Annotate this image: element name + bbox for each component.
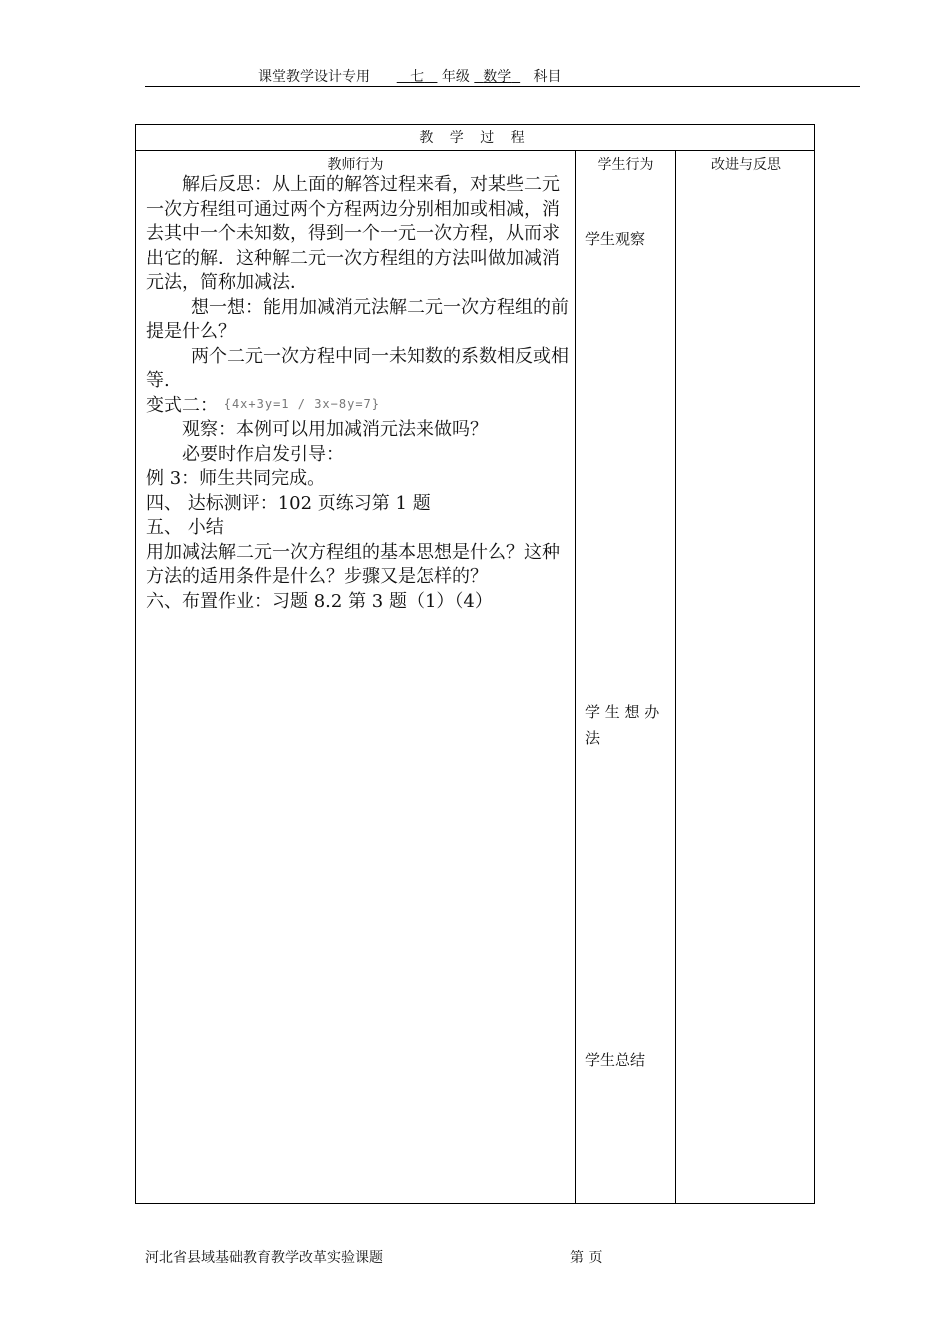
footer-project: 河北省县域基础教育教学改革实验课题 (145, 1250, 383, 1266)
student-column-header: 学生行为 (597, 157, 654, 173)
header-prefix: 课堂教学设计专用 (258, 69, 370, 85)
reflection-column-header: 改进与反思 (711, 157, 781, 173)
observe-line: 观察：本例可以用加减消元法来做吗？ (182, 419, 488, 440)
subject-value: 数学 (483, 69, 512, 85)
column-divider (675, 151, 676, 1203)
variant-formula: {4x+3y=1 / 3x−8y=7} (223, 396, 381, 411)
lesson-table (135, 124, 815, 1204)
answer-paragraph: 两个二元一次方程中同一未知数的系数相反或相等. (146, 345, 569, 391)
reflection-paragraph: 解后反思：从上面的解答过程来看，对某些二元一次方程组可通过两个方程两边分别相加或相减，消去其中一个未知数，得到一个一元一次方程，从而求出它的解．这种解二元一次方程组的方法叫做加减消元法，简称加减法． (146, 174, 560, 293)
variant-line (146, 394, 571, 419)
summary-heading: 五、 小结 (146, 517, 224, 538)
subject-label: 科目 (533, 69, 562, 85)
think-paragraph: 想一想：能用加减消元法解二元一次方程组的前提是什么？ (146, 296, 569, 342)
homework-line: 六、布置作业：习题 8.2 第 3 题（1）（4） (146, 590, 493, 612)
student-note-summary: 学生总结 (585, 1051, 646, 1069)
variant-label: 变式二： (146, 394, 218, 416)
teacher-content (146, 173, 571, 614)
section-title: 教 学 过 程 (136, 125, 814, 151)
column-divider (575, 151, 576, 1203)
grade-value: 七 (410, 69, 425, 85)
footer-page: 第 页 (570, 1250, 603, 1266)
page-header (258, 66, 562, 86)
example-line: 例 3：师生共同完成。 (146, 468, 326, 489)
student-note-think: 学 生 想 办 法 (585, 703, 660, 747)
guide-line: 必要时作启发引导： (182, 443, 344, 465)
header-rule (145, 86, 860, 87)
student-note-observe: 学生观察 (585, 230, 646, 248)
test-line: 四、 达标测评：102 页练习第 1 题 (146, 492, 431, 514)
grade-label: 年级 (441, 69, 470, 85)
summary-text: 用加减法解二元一次方程组的基本思想是什么？这种方法的适用条件是什么？步骤又是怎样的？ (146, 541, 560, 587)
teacher-column-header: 教师行为 (327, 157, 384, 173)
